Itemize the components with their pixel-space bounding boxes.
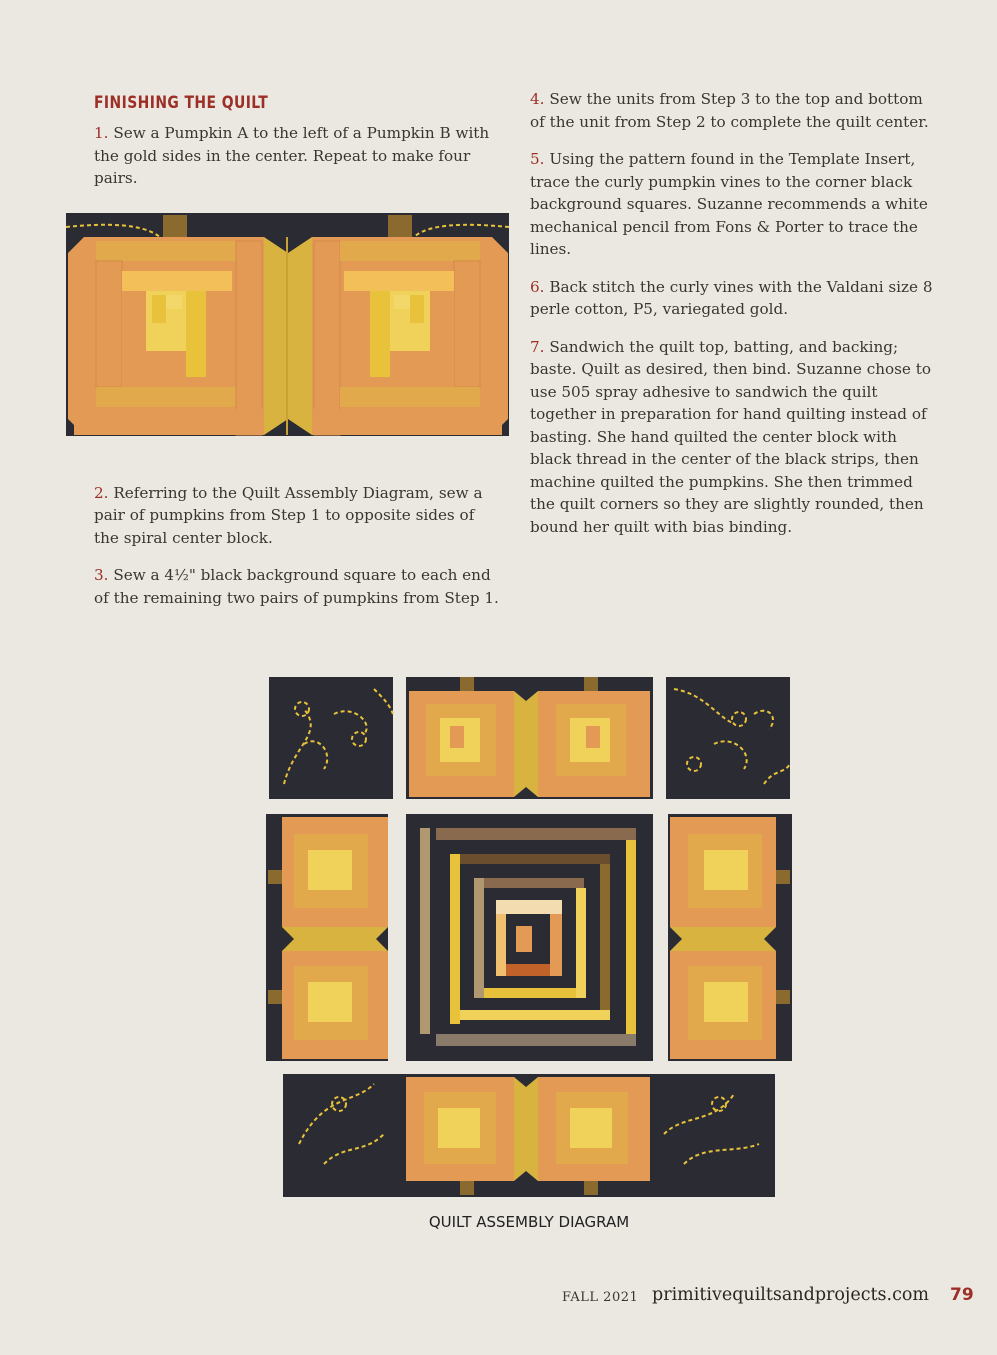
step-number: 6.: [530, 277, 545, 296]
step-text: Sandwich the quilt top, batting, and backing; baste. Quilt as desired, then bind. Suzanne chose to use 505 spray adhesive to sandwich the quilt together in preparation for hand quilting instead of basting. She hand quilted the center block with black thread in the center of the black strips, then machine quilted the pumpkins. She then trimmed the quilt corners so they are slightly rounded, then bound her quilt with bias binding.: [530, 337, 931, 536]
pumpkin-pair-illustration: [66, 213, 509, 436]
step-text: Sew a 4½" black background square to each end of the remaining two pairs of pumpkins from Step 1.: [94, 566, 499, 607]
quilt-assembly-diagram: [264, 674, 794, 1197]
step-1: [94, 122, 504, 190]
step-text: Referring to the Quilt Assembly Diagram, sew a pair of pumpkins from Step 1 to opposite sides of the spiral center block.: [94, 483, 483, 547]
step-text: Back stitch the curly vines with the Valdani size 8 perle cotton, P5, variegated gold.: [530, 277, 933, 318]
step-text: Using the pattern found in the Template Insert, trace the curly pumpkin vines to the corner black background squares. Suzanne recommends a white mechanical pencil from Fons & Porter to trace the lines.: [530, 150, 928, 258]
step-4: [530, 88, 935, 133]
page-number: 79: [950, 1285, 974, 1305]
left-pumpkin-pair: [266, 814, 388, 1061]
step-number: 5.: [530, 150, 545, 168]
step-number: 2.: [94, 483, 109, 502]
diagram-caption: QUILT ASSEMBLY DIAGRAM: [428, 1213, 630, 1231]
footer-website: primitivequiltsandprojects.com: [652, 1285, 930, 1305]
step-number: 4.: [530, 90, 545, 108]
right-pumpkin-pair: [668, 814, 792, 1061]
corner-square-top-right: [666, 677, 790, 799]
top-pumpkin-pair: [406, 677, 653, 799]
step-number: 1.: [94, 124, 109, 142]
step-number: 3.: [94, 566, 109, 584]
step-2: [94, 482, 504, 550]
step-3: [94, 564, 504, 609]
step-text: Sew a Pumpkin A to the left of a Pumpkin B with the gold sides in the center. Repeat to make four pairs.: [94, 124, 490, 187]
step-6: [530, 276, 935, 321]
right-column: [530, 88, 935, 553]
step-text: Sew the units from Step 3 to the top and bottom of the unit from Step 2 to complete the quilt center.: [530, 90, 929, 131]
footer-issue: FALL 2021: [562, 1290, 639, 1305]
bottom-row: [283, 1074, 775, 1197]
step-number: 7.: [530, 337, 545, 356]
step-5: [530, 148, 935, 261]
corner-square-top-left: [269, 677, 393, 799]
section-heading: FINISHING THE QUILT: [94, 93, 269, 113]
spiral-center-block: [406, 814, 653, 1061]
step-7: [530, 336, 935, 539]
